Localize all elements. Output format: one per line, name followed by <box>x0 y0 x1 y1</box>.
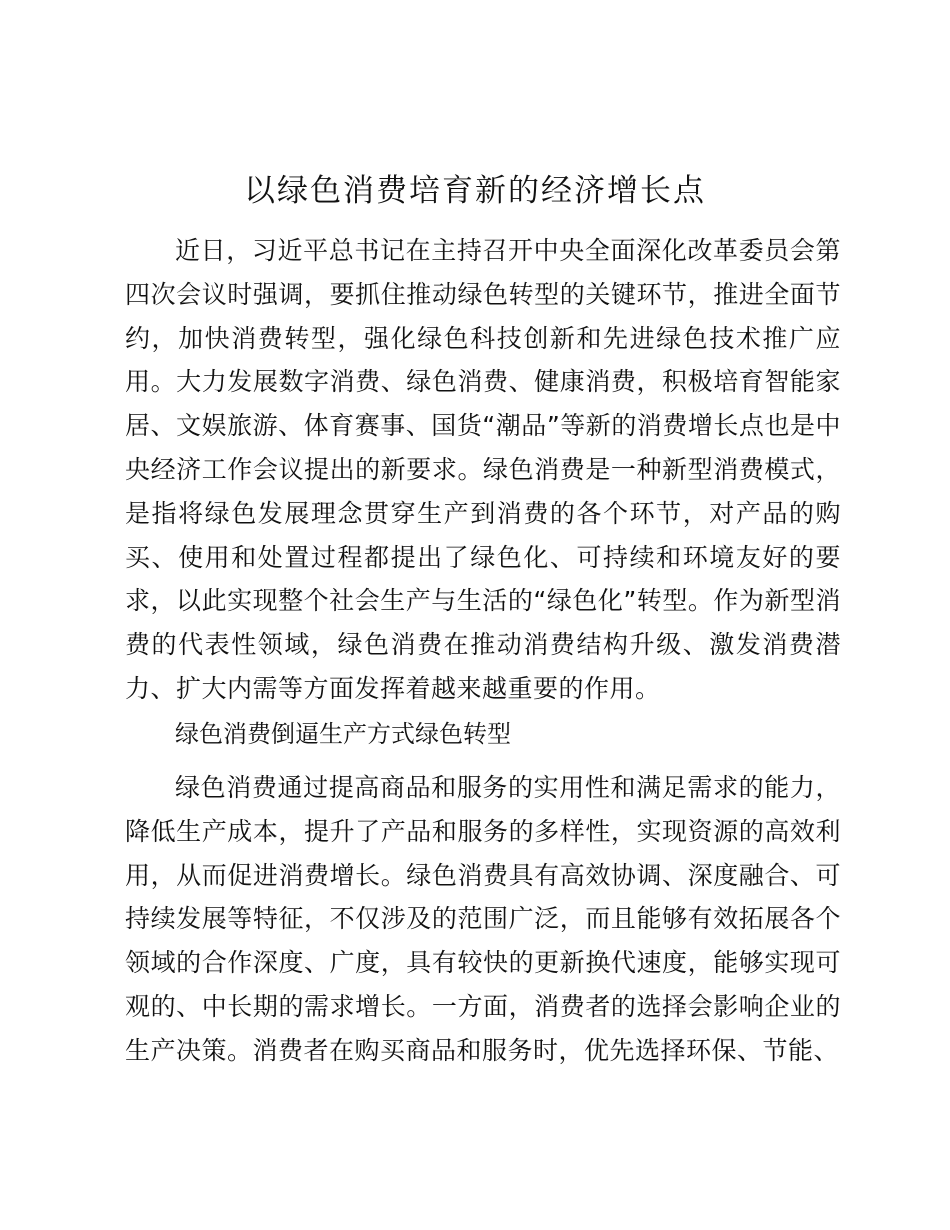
document-title: 以绿色消费培育新的经济增长点 <box>244 173 706 209</box>
paragraph-section-body: 绿色消费通过提高商品和服务的实用性和满足需求的能力，降低生产成本，提升了产品和服务的多样性，实现资源的高效利用，从而促进消费增长。绿色消费具有高效协调、深度融合、可持续发展等特征，不仅涉及的范围广泛，而且能够有效拓展各个领域的合作深度、广度，具有较快的更新换代速度，能够实现可观的、中长期的需求增长。一方面，消费者的选择会影响企业的生产决策。消费者在购买商品和服务时，优先选择环保、节能、 <box>125 773 841 1065</box>
section-subheading: 绿色消费倒逼生产方式绿色转型 <box>175 720 511 748</box>
paragraph-intro: 近日，习近平总书记在主持召开中央全面深化改革委员会第四次会议时强调，要抓住推动绿色转型的关键环节，推进全面节约，加快消费转型，强化绿色科技创新和先进绿色技术推广应用。大力发展数字消费、绿色消费、健康消费，积极培育智能家居、文娱旅游、体育赛事、国货“潮品”等新的消费增长点也是中央经济工作会议提出的新要求。绿色消费是一种新型消费模式，是指将绿色发展理念贯穿生产到消费的各个环节，对产品的购买、使用和处置过程都提出了绿色化、可持续和环境友好的要求，以此实现整个社会生产与生活的“绿色化”转型。作为新型消费的代表性领域，绿色消费在推动消费结构升级、激发消费潜力、扩大内需等方面发挥着越来越重要的作用。 <box>125 236 841 703</box>
